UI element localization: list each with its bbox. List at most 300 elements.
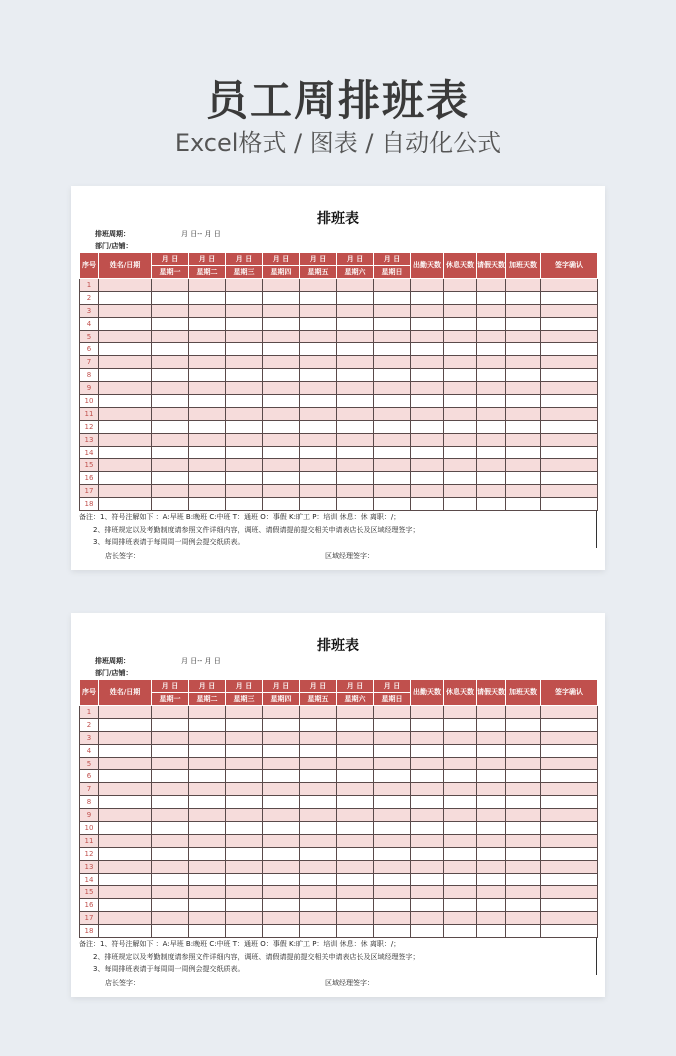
table-cell[interactable] [374, 783, 411, 796]
table-cell[interactable] [374, 886, 411, 899]
table-cell[interactable] [374, 304, 411, 317]
table-cell[interactable] [263, 279, 300, 292]
table-cell[interactable] [444, 912, 477, 925]
table-cell[interactable] [226, 343, 263, 356]
table-cell[interactable] [506, 834, 541, 847]
table-cell[interactable] [152, 718, 189, 731]
table-cell[interactable] [152, 783, 189, 796]
table-cell[interactable] [99, 472, 152, 485]
table-cell[interactable] [477, 847, 506, 860]
table-cell[interactable] [411, 757, 444, 770]
table-cell[interactable] [189, 485, 226, 498]
table-cell[interactable] [374, 757, 411, 770]
table-cell[interactable] [226, 706, 263, 719]
table-cell[interactable] [411, 304, 444, 317]
table-cell[interactable] [506, 809, 541, 822]
table-cell[interactable] [99, 925, 152, 938]
table-cell[interactable] [444, 847, 477, 860]
table-cell[interactable] [374, 731, 411, 744]
table-cell[interactable] [226, 834, 263, 847]
table-cell[interactable] [374, 912, 411, 925]
table-cell[interactable] [189, 783, 226, 796]
table-cell[interactable] [300, 718, 337, 731]
table-cell[interactable] [152, 446, 189, 459]
table-cell[interactable] [477, 757, 506, 770]
table-cell[interactable] [541, 485, 598, 498]
table-cell[interactable] [300, 873, 337, 886]
table-cell[interactable] [477, 356, 506, 369]
table-cell[interactable] [263, 925, 300, 938]
table-cell[interactable] [300, 744, 337, 757]
table-cell[interactable] [152, 925, 189, 938]
table-cell[interactable] [152, 485, 189, 498]
table-cell[interactable] [506, 356, 541, 369]
table-cell[interactable] [226, 395, 263, 408]
table-cell[interactable] [444, 796, 477, 809]
table-cell[interactable] [541, 718, 598, 731]
table-cell[interactable] [541, 279, 598, 292]
table-cell[interactable] [541, 770, 598, 783]
table-cell[interactable] [506, 433, 541, 446]
table-cell[interactable] [263, 809, 300, 822]
table-cell[interactable] [374, 395, 411, 408]
table-cell[interactable] [99, 407, 152, 420]
table-cell[interactable] [477, 912, 506, 925]
table-cell[interactable] [337, 498, 374, 511]
table-cell[interactable] [226, 718, 263, 731]
table-cell[interactable] [506, 279, 541, 292]
table-cell[interactable] [226, 822, 263, 835]
table-cell[interactable] [477, 459, 506, 472]
table-cell[interactable] [189, 834, 226, 847]
table-cell[interactable] [226, 279, 263, 292]
table-cell[interactable] [506, 847, 541, 860]
table-cell[interactable] [189, 279, 226, 292]
table-cell[interactable] [263, 757, 300, 770]
table-cell[interactable] [226, 498, 263, 511]
table-cell[interactable] [152, 796, 189, 809]
table-cell[interactable] [444, 485, 477, 498]
table-cell[interactable] [477, 925, 506, 938]
table-cell[interactable] [226, 783, 263, 796]
table-cell[interactable] [541, 744, 598, 757]
table-cell[interactable] [99, 369, 152, 382]
table-cell[interactable] [541, 446, 598, 459]
table-cell[interactable] [374, 796, 411, 809]
table-cell[interactable] [152, 317, 189, 330]
table-cell[interactable] [411, 433, 444, 446]
table-cell[interactable] [411, 925, 444, 938]
table-cell[interactable] [506, 382, 541, 395]
table-cell[interactable] [189, 886, 226, 899]
table-cell[interactable] [541, 912, 598, 925]
table-cell[interactable] [337, 304, 374, 317]
table-cell[interactable] [477, 809, 506, 822]
table-cell[interactable] [226, 446, 263, 459]
table-cell[interactable] [374, 420, 411, 433]
table-cell[interactable] [374, 369, 411, 382]
table-cell[interactable] [189, 925, 226, 938]
table-cell[interactable] [226, 796, 263, 809]
table-cell[interactable] [300, 822, 337, 835]
table-cell[interactable] [444, 407, 477, 420]
table-cell[interactable] [226, 860, 263, 873]
table-cell[interactable] [541, 407, 598, 420]
table-cell[interactable] [374, 925, 411, 938]
table-cell[interactable] [541, 925, 598, 938]
table-cell[interactable] [411, 485, 444, 498]
table-cell[interactable] [152, 731, 189, 744]
table-cell[interactable] [189, 860, 226, 873]
table-cell[interactable] [226, 356, 263, 369]
table-cell[interactable] [300, 472, 337, 485]
table-cell[interactable] [541, 757, 598, 770]
table-cell[interactable] [263, 744, 300, 757]
table-cell[interactable] [506, 485, 541, 498]
table-cell[interactable] [541, 822, 598, 835]
table-cell[interactable] [263, 485, 300, 498]
table-cell[interactable] [411, 472, 444, 485]
table-cell[interactable] [337, 822, 374, 835]
table-cell[interactable] [99, 420, 152, 433]
table-cell[interactable] [300, 407, 337, 420]
table-cell[interactable] [506, 925, 541, 938]
table-cell[interactable] [263, 770, 300, 783]
table-cell[interactable] [411, 420, 444, 433]
table-cell[interactable] [337, 369, 374, 382]
table-cell[interactable] [444, 279, 477, 292]
table-cell[interactable] [99, 395, 152, 408]
table-cell[interactable] [444, 291, 477, 304]
table-cell[interactable] [152, 847, 189, 860]
table-cell[interactable] [506, 873, 541, 886]
table-cell[interactable] [477, 822, 506, 835]
table-cell[interactable] [477, 291, 506, 304]
table-cell[interactable] [444, 472, 477, 485]
table-cell[interactable] [444, 886, 477, 899]
table-cell[interactable] [477, 433, 506, 446]
table-cell[interactable] [337, 420, 374, 433]
table-cell[interactable] [263, 407, 300, 420]
table-cell[interactable] [337, 770, 374, 783]
table-cell[interactable] [444, 925, 477, 938]
table-cell[interactable] [99, 757, 152, 770]
table-cell[interactable] [411, 706, 444, 719]
table-cell[interactable] [99, 498, 152, 511]
table-cell[interactable] [337, 886, 374, 899]
table-cell[interactable] [152, 899, 189, 912]
table-cell[interactable] [337, 912, 374, 925]
table-cell[interactable] [300, 395, 337, 408]
table-cell[interactable] [541, 860, 598, 873]
table-cell[interactable] [506, 291, 541, 304]
table-cell[interactable] [226, 731, 263, 744]
table-cell[interactable] [189, 343, 226, 356]
table-cell[interactable] [541, 317, 598, 330]
table-cell[interactable] [337, 809, 374, 822]
table-cell[interactable] [477, 783, 506, 796]
table-cell[interactable] [226, 304, 263, 317]
table-cell[interactable] [226, 847, 263, 860]
table-cell[interactable] [506, 459, 541, 472]
table-cell[interactable] [152, 304, 189, 317]
table-cell[interactable] [506, 718, 541, 731]
table-cell[interactable] [263, 899, 300, 912]
table-cell[interactable] [411, 796, 444, 809]
table-cell[interactable] [300, 834, 337, 847]
table-cell[interactable] [374, 485, 411, 498]
table-cell[interactable] [541, 796, 598, 809]
table-cell[interactable] [444, 809, 477, 822]
table-cell[interactable] [263, 472, 300, 485]
table-cell[interactable] [300, 420, 337, 433]
table-cell[interactable] [226, 744, 263, 757]
table-cell[interactable] [506, 912, 541, 925]
table-cell[interactable] [99, 731, 152, 744]
table-cell[interactable] [152, 291, 189, 304]
table-cell[interactable] [477, 770, 506, 783]
table-cell[interactable] [337, 744, 374, 757]
table-cell[interactable] [152, 860, 189, 873]
table-cell[interactable] [477, 382, 506, 395]
table-cell[interactable] [337, 783, 374, 796]
table-cell[interactable] [477, 886, 506, 899]
table-cell[interactable] [226, 899, 263, 912]
table-cell[interactable] [263, 382, 300, 395]
table-cell[interactable] [263, 847, 300, 860]
table-cell[interactable] [477, 279, 506, 292]
table-cell[interactable] [444, 330, 477, 343]
table-cell[interactable] [263, 317, 300, 330]
table-cell[interactable] [152, 420, 189, 433]
table-cell[interactable] [444, 343, 477, 356]
table-cell[interactable] [99, 459, 152, 472]
table-cell[interactable] [411, 770, 444, 783]
table-cell[interactable] [541, 809, 598, 822]
table-cell[interactable] [300, 433, 337, 446]
table-cell[interactable] [300, 485, 337, 498]
table-cell[interactable] [152, 382, 189, 395]
table-cell[interactable] [300, 446, 337, 459]
table-cell[interactable] [506, 731, 541, 744]
table-cell[interactable] [506, 369, 541, 382]
table-cell[interactable] [99, 718, 152, 731]
table-cell[interactable] [99, 822, 152, 835]
table-cell[interactable] [444, 718, 477, 731]
table-cell[interactable] [444, 834, 477, 847]
table-cell[interactable] [337, 925, 374, 938]
table-cell[interactable] [411, 407, 444, 420]
table-cell[interactable] [99, 899, 152, 912]
table-cell[interactable] [226, 485, 263, 498]
table-cell[interactable] [226, 809, 263, 822]
table-cell[interactable] [337, 847, 374, 860]
table-cell[interactable] [226, 770, 263, 783]
table-cell[interactable] [152, 356, 189, 369]
table-cell[interactable] [226, 433, 263, 446]
table-cell[interactable] [444, 382, 477, 395]
table-cell[interactable] [337, 330, 374, 343]
table-cell[interactable] [300, 847, 337, 860]
table-cell[interactable] [477, 407, 506, 420]
table-cell[interactable] [189, 382, 226, 395]
table-cell[interactable] [411, 395, 444, 408]
table-cell[interactable] [374, 718, 411, 731]
table-cell[interactable] [444, 822, 477, 835]
table-cell[interactable] [374, 446, 411, 459]
table-cell[interactable] [99, 279, 152, 292]
table-cell[interactable] [152, 472, 189, 485]
table-cell[interactable] [99, 446, 152, 459]
table-cell[interactable] [541, 886, 598, 899]
table-cell[interactable] [477, 744, 506, 757]
table-cell[interactable] [99, 343, 152, 356]
table-cell[interactable] [506, 304, 541, 317]
table-cell[interactable] [300, 770, 337, 783]
table-cell[interactable] [263, 873, 300, 886]
table-cell[interactable] [99, 330, 152, 343]
table-cell[interactable] [337, 899, 374, 912]
table-cell[interactable] [506, 796, 541, 809]
table-cell[interactable] [263, 706, 300, 719]
table-cell[interactable] [263, 433, 300, 446]
table-cell[interactable] [541, 330, 598, 343]
table-cell[interactable] [226, 420, 263, 433]
table-cell[interactable] [444, 395, 477, 408]
table-cell[interactable] [189, 498, 226, 511]
table-cell[interactable] [411, 343, 444, 356]
table-cell[interactable] [337, 485, 374, 498]
table-cell[interactable] [152, 912, 189, 925]
table-cell[interactable] [189, 291, 226, 304]
table-cell[interactable] [444, 369, 477, 382]
table-cell[interactable] [152, 834, 189, 847]
table-cell[interactable] [444, 757, 477, 770]
table-cell[interactable] [506, 706, 541, 719]
table-cell[interactable] [541, 498, 598, 511]
table-cell[interactable] [263, 420, 300, 433]
table-cell[interactable] [300, 899, 337, 912]
table-cell[interactable] [189, 395, 226, 408]
table-cell[interactable] [506, 498, 541, 511]
table-cell[interactable] [189, 330, 226, 343]
table-cell[interactable] [263, 822, 300, 835]
table-cell[interactable] [541, 420, 598, 433]
table-cell[interactable] [374, 433, 411, 446]
table-cell[interactable] [411, 834, 444, 847]
table-cell[interactable] [374, 498, 411, 511]
table-cell[interactable] [337, 873, 374, 886]
table-cell[interactable] [411, 899, 444, 912]
table-cell[interactable] [444, 873, 477, 886]
table-cell[interactable] [374, 873, 411, 886]
table-cell[interactable] [263, 291, 300, 304]
table-cell[interactable] [374, 459, 411, 472]
table-cell[interactable] [189, 446, 226, 459]
table-cell[interactable] [300, 369, 337, 382]
table-cell[interactable] [374, 860, 411, 873]
table-cell[interactable] [374, 472, 411, 485]
table-cell[interactable] [506, 420, 541, 433]
table-cell[interactable] [300, 343, 337, 356]
table-cell[interactable] [337, 395, 374, 408]
table-cell[interactable] [374, 291, 411, 304]
table-cell[interactable] [374, 317, 411, 330]
table-cell[interactable] [541, 847, 598, 860]
table-cell[interactable] [444, 744, 477, 757]
table-cell[interactable] [263, 783, 300, 796]
table-cell[interactable] [263, 718, 300, 731]
table-cell[interactable] [506, 783, 541, 796]
table-cell[interactable] [337, 472, 374, 485]
table-cell[interactable] [152, 498, 189, 511]
table-cell[interactable] [263, 886, 300, 899]
table-cell[interactable] [189, 304, 226, 317]
table-cell[interactable] [263, 369, 300, 382]
table-cell[interactable] [477, 899, 506, 912]
table-cell[interactable] [337, 731, 374, 744]
table-cell[interactable] [99, 382, 152, 395]
table-cell[interactable] [337, 796, 374, 809]
table-cell[interactable] [374, 407, 411, 420]
table-cell[interactable] [189, 873, 226, 886]
table-cell[interactable] [506, 317, 541, 330]
table-cell[interactable] [152, 395, 189, 408]
table-cell[interactable] [189, 847, 226, 860]
table-cell[interactable] [444, 317, 477, 330]
table-cell[interactable] [189, 744, 226, 757]
table-cell[interactable] [99, 873, 152, 886]
table-cell[interactable] [374, 847, 411, 860]
table-cell[interactable] [152, 407, 189, 420]
table-cell[interactable] [99, 317, 152, 330]
table-cell[interactable] [99, 291, 152, 304]
table-cell[interactable] [374, 706, 411, 719]
table-cell[interactable] [300, 809, 337, 822]
table-cell[interactable] [506, 330, 541, 343]
table-cell[interactable] [337, 279, 374, 292]
table-cell[interactable] [337, 433, 374, 446]
table-cell[interactable] [99, 783, 152, 796]
table-cell[interactable] [152, 433, 189, 446]
table-cell[interactable] [263, 860, 300, 873]
table-cell[interactable] [300, 783, 337, 796]
table-cell[interactable] [263, 356, 300, 369]
table-cell[interactable] [337, 407, 374, 420]
table-cell[interactable] [444, 860, 477, 873]
table-cell[interactable] [506, 757, 541, 770]
table-cell[interactable] [263, 330, 300, 343]
table-cell[interactable] [337, 356, 374, 369]
table-cell[interactable] [152, 822, 189, 835]
table-cell[interactable] [99, 796, 152, 809]
table-cell[interactable] [477, 472, 506, 485]
table-cell[interactable] [226, 330, 263, 343]
table-cell[interactable] [477, 796, 506, 809]
table-cell[interactable] [337, 459, 374, 472]
table-cell[interactable] [189, 912, 226, 925]
table-cell[interactable] [189, 796, 226, 809]
table-cell[interactable] [337, 718, 374, 731]
table-cell[interactable] [99, 912, 152, 925]
table-cell[interactable] [300, 912, 337, 925]
table-cell[interactable] [152, 459, 189, 472]
table-cell[interactable] [477, 873, 506, 886]
table-cell[interactable] [263, 731, 300, 744]
table-cell[interactable] [541, 343, 598, 356]
table-cell[interactable] [99, 433, 152, 446]
table-cell[interactable] [189, 317, 226, 330]
